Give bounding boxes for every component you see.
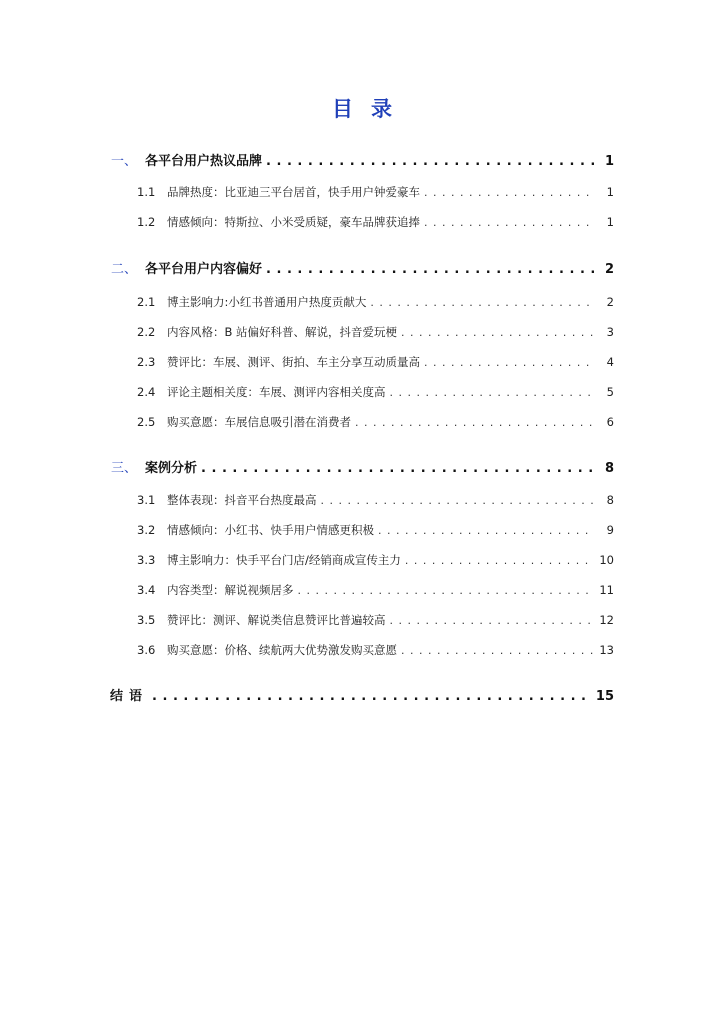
- page-number: 1: [604, 154, 614, 169]
- toc-entry-2-1[interactable]: [137, 294, 614, 310]
- section-label: 各平台用户内容偏好: [145, 262, 263, 277]
- entry-label: 博主影响力:小红书普通用户热度贡献大: [167, 295, 367, 309]
- toc-entry-2-5[interactable]: [137, 414, 614, 430]
- entry-label: 评论主题相关度：车展、测评内容相关度高: [167, 385, 386, 399]
- entry-label: 情感倾向：小红书、快手用户情感更积极: [167, 523, 374, 537]
- entry-label: 购买意愿：价格、续航两大优势激发购买意愿: [167, 643, 397, 657]
- page-number: 3: [606, 325, 614, 339]
- page-title: 目录: [332, 97, 410, 121]
- toc-section-1[interactable]: [111, 150, 614, 169]
- toc-closing[interactable]: [110, 685, 614, 704]
- entry-number: 2.2: [137, 325, 156, 339]
- page-number: 2: [606, 295, 614, 309]
- dot-leader: [405, 554, 593, 567]
- toc-entry-3-2[interactable]: [137, 522, 614, 538]
- dot-leader: [424, 186, 594, 199]
- section-number: 三、: [111, 461, 138, 476]
- entry-number: 2.4: [137, 385, 156, 399]
- entry-number: 2.5: [137, 415, 156, 429]
- page-number: 5: [606, 385, 614, 399]
- section-number: 一、: [111, 154, 138, 169]
- entry-number: 3.4: [137, 583, 156, 597]
- section-label: 各平台用户热议品牌: [145, 154, 263, 169]
- entry-number: 3.3: [137, 553, 156, 567]
- dot-leader: [201, 461, 598, 476]
- page-number: 4: [606, 355, 614, 369]
- toc-entry-3-1[interactable]: [137, 492, 614, 508]
- dot-leader: [266, 154, 598, 169]
- dot-leader: [424, 356, 594, 369]
- dot-leader: [355, 416, 594, 429]
- page-number: 2: [604, 262, 614, 277]
- entry-number: 3.1: [137, 493, 156, 507]
- entry-number: 1.2: [137, 215, 156, 229]
- page-number: 13: [599, 643, 614, 657]
- entry-label: 情感倾向：特斯拉、小米受质疑，豪车品牌获追捧: [167, 215, 420, 229]
- entry-label: 博主影响力：快手平台门店/经销商成宣传主力: [167, 553, 401, 567]
- page-number: 15: [595, 689, 614, 704]
- dot-leader: [378, 524, 594, 537]
- page-number: 12: [599, 613, 614, 627]
- toc-section-2[interactable]: [111, 258, 614, 277]
- toc-entry-1-2[interactable]: [137, 214, 614, 230]
- dot-leader: [298, 584, 594, 597]
- page-number: 1: [606, 185, 614, 199]
- dot-leader: [266, 262, 598, 277]
- toc-entry-2-3[interactable]: [137, 354, 614, 370]
- entry-label: 赞评比：测评、解说类信息赞评比普遍较高: [167, 613, 386, 627]
- entry-number: 3.2: [137, 523, 156, 537]
- dot-leader: [390, 614, 594, 627]
- dot-leader: [401, 326, 594, 339]
- entry-number: 3.5: [137, 613, 156, 627]
- entry-number: 2.3: [137, 355, 156, 369]
- entry-label: 赞评比：车展、测评、街拍、车主分享互动质量高: [167, 355, 420, 369]
- entry-label: 品牌热度：比亚迪三平台居首，快手用户钟爱豪车: [167, 185, 420, 199]
- page-number: 11: [599, 583, 614, 597]
- page-number: 8: [604, 461, 614, 476]
- entry-label: 内容风格：B 站偏好科普、解说，抖音爱玩梗: [167, 325, 398, 339]
- dot-leader: [390, 386, 595, 399]
- entry-number: 3.6: [137, 643, 156, 657]
- dot-leader: [424, 216, 594, 229]
- dot-leader: [401, 644, 593, 657]
- entry-label: 内容类型：解说视频居多: [167, 583, 294, 597]
- toc-entry-3-6[interactable]: [137, 642, 614, 658]
- page-number: 1: [606, 215, 614, 229]
- toc-entry-3-5[interactable]: [137, 612, 614, 628]
- toc-entry-3-4[interactable]: [137, 582, 614, 598]
- toc-entry-1-1[interactable]: [137, 184, 614, 200]
- entry-label: 购买意愿：车展信息吸引潜在消费者: [167, 415, 351, 429]
- entry-label: 整体表现：抖音平台热度最高: [167, 493, 317, 507]
- section-label: 案例分析: [145, 461, 198, 476]
- entry-number: 1.1: [137, 185, 156, 199]
- entry-number: 2.1: [137, 295, 156, 309]
- page-number: 8: [606, 493, 614, 507]
- page-number: 6: [606, 415, 614, 429]
- toc-entry-3-3[interactable]: [137, 552, 614, 568]
- page-number: 10: [599, 553, 614, 567]
- closing-label: 结语: [110, 689, 149, 704]
- dot-leader: [152, 689, 590, 704]
- dot-leader: [370, 296, 594, 309]
- section-number: 二、: [111, 262, 138, 277]
- dot-leader: [321, 494, 595, 507]
- toc-section-3[interactable]: [111, 457, 614, 476]
- toc-entry-2-4[interactable]: [137, 384, 614, 400]
- toc-entry-2-2[interactable]: [137, 324, 614, 340]
- page-number: 9: [606, 523, 614, 537]
